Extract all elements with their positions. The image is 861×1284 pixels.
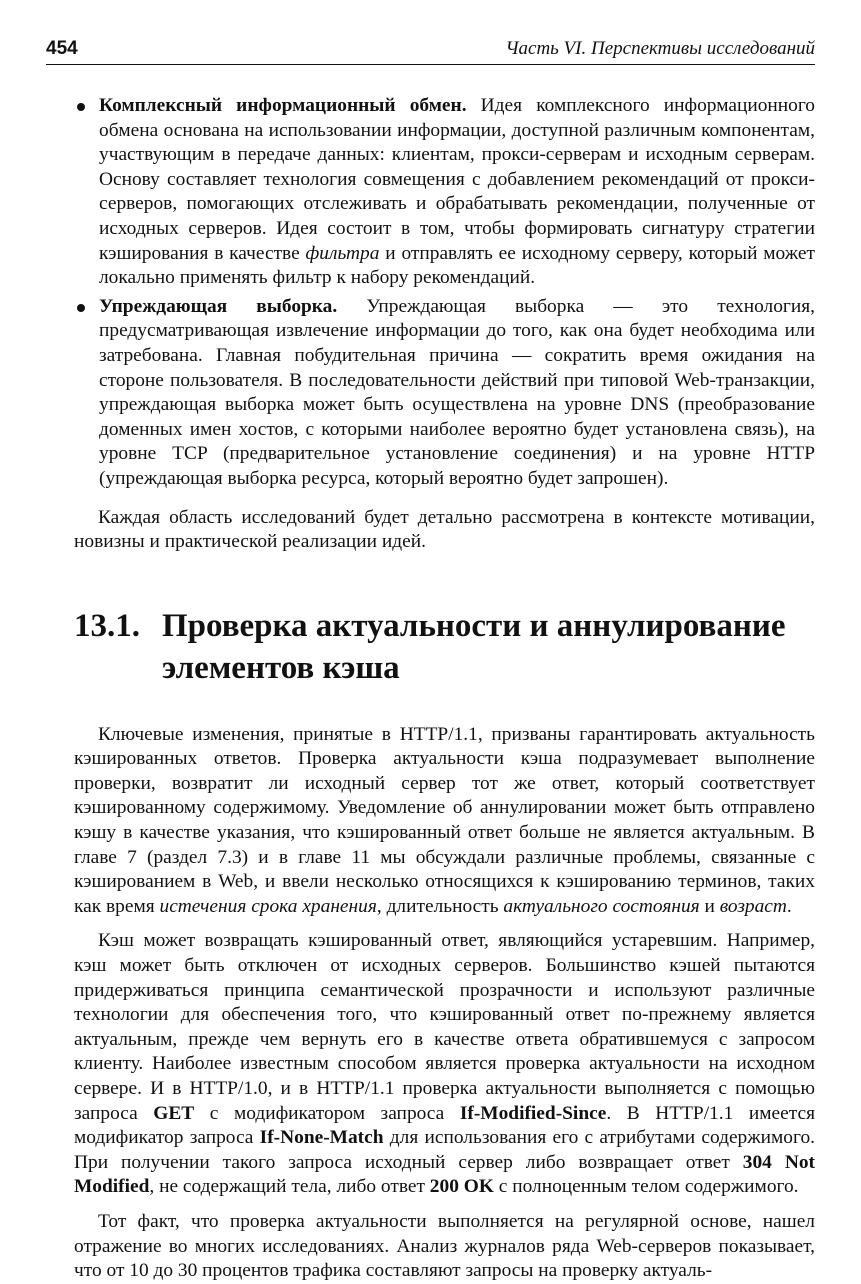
paragraph-text: с модификатором запроса bbox=[194, 1102, 460, 1124]
paragraph-text: для использования его с атрибутами содержимого. При получении такого запроса исходный сервер либо возвращает ответ bbox=[74, 1127, 815, 1173]
section-number: 13.1. bbox=[74, 607, 140, 644]
paragraph-text: Ключевые изменения, принятые в HTTP/1.1, призваны гарантировать актуальность кэшированных ответов. Проверка актуальности кэша подразумевает выполнение проверки, возвратит ли исходный сервер тот же ответ, который соответствует кэшированному содержимому. Уведомление об аннулировании может быть отправлено кэшу в качестве указания, что кэшированный ответ больше не является актуальным. В главе 7 (раздел 7.3) и в главе 11 мы обсуждали различные проблемы, связанные с кэшированием в Web, и ввели несколько относящихся к кэшированию терминов, таких как время bbox=[74, 723, 815, 917]
bullet-text: Упреждающая выборка — это технология, предусматривающая извлечение информации до того, как она будет необходима или затребована. Главная побудительная причина — сократить время ожидания на стороне пользователя. В последовательности действий при типовой Web-транзакции, упреждающая выборка может быть осуществлена на уровне DNS (преобразование доменных имен хостов, с которыми наиболее вероятно будет установлена связь), на уровне TCP (предварительное установление соединения) и на уровне HTTP (упреждающая выборка ресурса, который вероятно будет запрошен). bbox=[99, 295, 815, 489]
page-content bbox=[74, 94, 815, 1284]
paragraph-text: Кэш может возвращать кэшированный ответ, являющийся устаревшим. Например, кэш может быть отключен от исходных серверов. Большинство кэшей пытаются придерживаться принципа семантической прозрачности и используют различные технологии для обеспечения того, что кэшированный ответ по-прежнему является актуальным, прежде чем вернуть его в качестве ответа обратившемуся с запросом клиенту. Наиболее известным способом является проверка актуальности на исходном сервере. И в HTTP/1.0, и в HTTP/1.1 проверка актуальности выполняется с помощью запроса bbox=[74, 930, 815, 1124]
paragraph-text: . В HTTP/1.1 имеется модификатор запроса bbox=[74, 1102, 815, 1149]
bullet-icon bbox=[77, 103, 85, 111]
page-number: 454 bbox=[46, 38, 78, 59]
bullet-text: и отправлять ее исходному серверу, который может локально применять фильтр к набору рекомендаций. bbox=[99, 242, 815, 289]
bullet-term: Упреждающая выборка. bbox=[99, 295, 338, 317]
body-paragraph: Тот факт, что проверка актуальности выполняется на регулярной основе, нашел отражение во многих исследованиях. Анализ журналов ряда Web-серверов показывает, что от 10 до 30 процентов трафика составляют запросы на проверку актуаль- bbox=[74, 1210, 815, 1282]
paragraph-text: и bbox=[699, 895, 720, 917]
body-paragraph bbox=[74, 723, 815, 920]
code-term: GET bbox=[153, 1102, 195, 1124]
paragraph-text: . bbox=[786, 895, 792, 917]
running-head: Часть VI. Перспективы исследований bbox=[505, 38, 815, 59]
term-emphasis: актуального состояния bbox=[503, 895, 700, 917]
term-emphasis: истечения срока хранения bbox=[159, 895, 377, 917]
paragraph-text: , длительность bbox=[376, 895, 504, 917]
bullet-list bbox=[74, 94, 815, 492]
body-paragraph bbox=[74, 929, 815, 1200]
bullet-text: Идея комплексного информационного обмена основана на использовании информации, доступной различным компонентам, участвующим в передаче данных: клиентам, прокси-серверам и исходным серверам. Основу составляет технология совмещения с добавлением рекомендаций от прокси-серверов, помогающих отслеживать и обрабатывать рекомендации, полученные от исходных серверов. Идея состоит в том, чтобы формировать сигнатуру стратегии кэширования в качестве bbox=[99, 95, 816, 264]
list-item bbox=[74, 295, 815, 492]
bullet-term: Комплексный информационный обмен. bbox=[99, 95, 467, 116]
term-emphasis: возраст bbox=[719, 895, 787, 917]
page-header bbox=[46, 34, 815, 65]
code-term: If-None-Match bbox=[259, 1127, 384, 1149]
code-term: 304 Not Modified bbox=[74, 1151, 815, 1198]
bullet-emphasis: фильтра bbox=[305, 242, 380, 264]
section-title-line1: Проверка актуальности и аннулирование bbox=[162, 607, 786, 644]
code-term: 200 OK bbox=[429, 1176, 494, 1198]
paragraph-text: , не содержащий тела, либо ответ bbox=[149, 1176, 430, 1198]
section-heading bbox=[74, 605, 815, 689]
list-item bbox=[74, 94, 815, 291]
section-title-line2: элементов кэша bbox=[162, 649, 400, 686]
code-term: If-Modified-Since bbox=[459, 1102, 607, 1124]
bullet-icon bbox=[77, 304, 85, 312]
intro-paragraph: Каждая область исследований будет детально рассмотрена в контексте мотивации, новизны и практической реализации идей. bbox=[74, 506, 815, 553]
paragraph-text: с полноценным телом содержимого. bbox=[493, 1176, 799, 1198]
